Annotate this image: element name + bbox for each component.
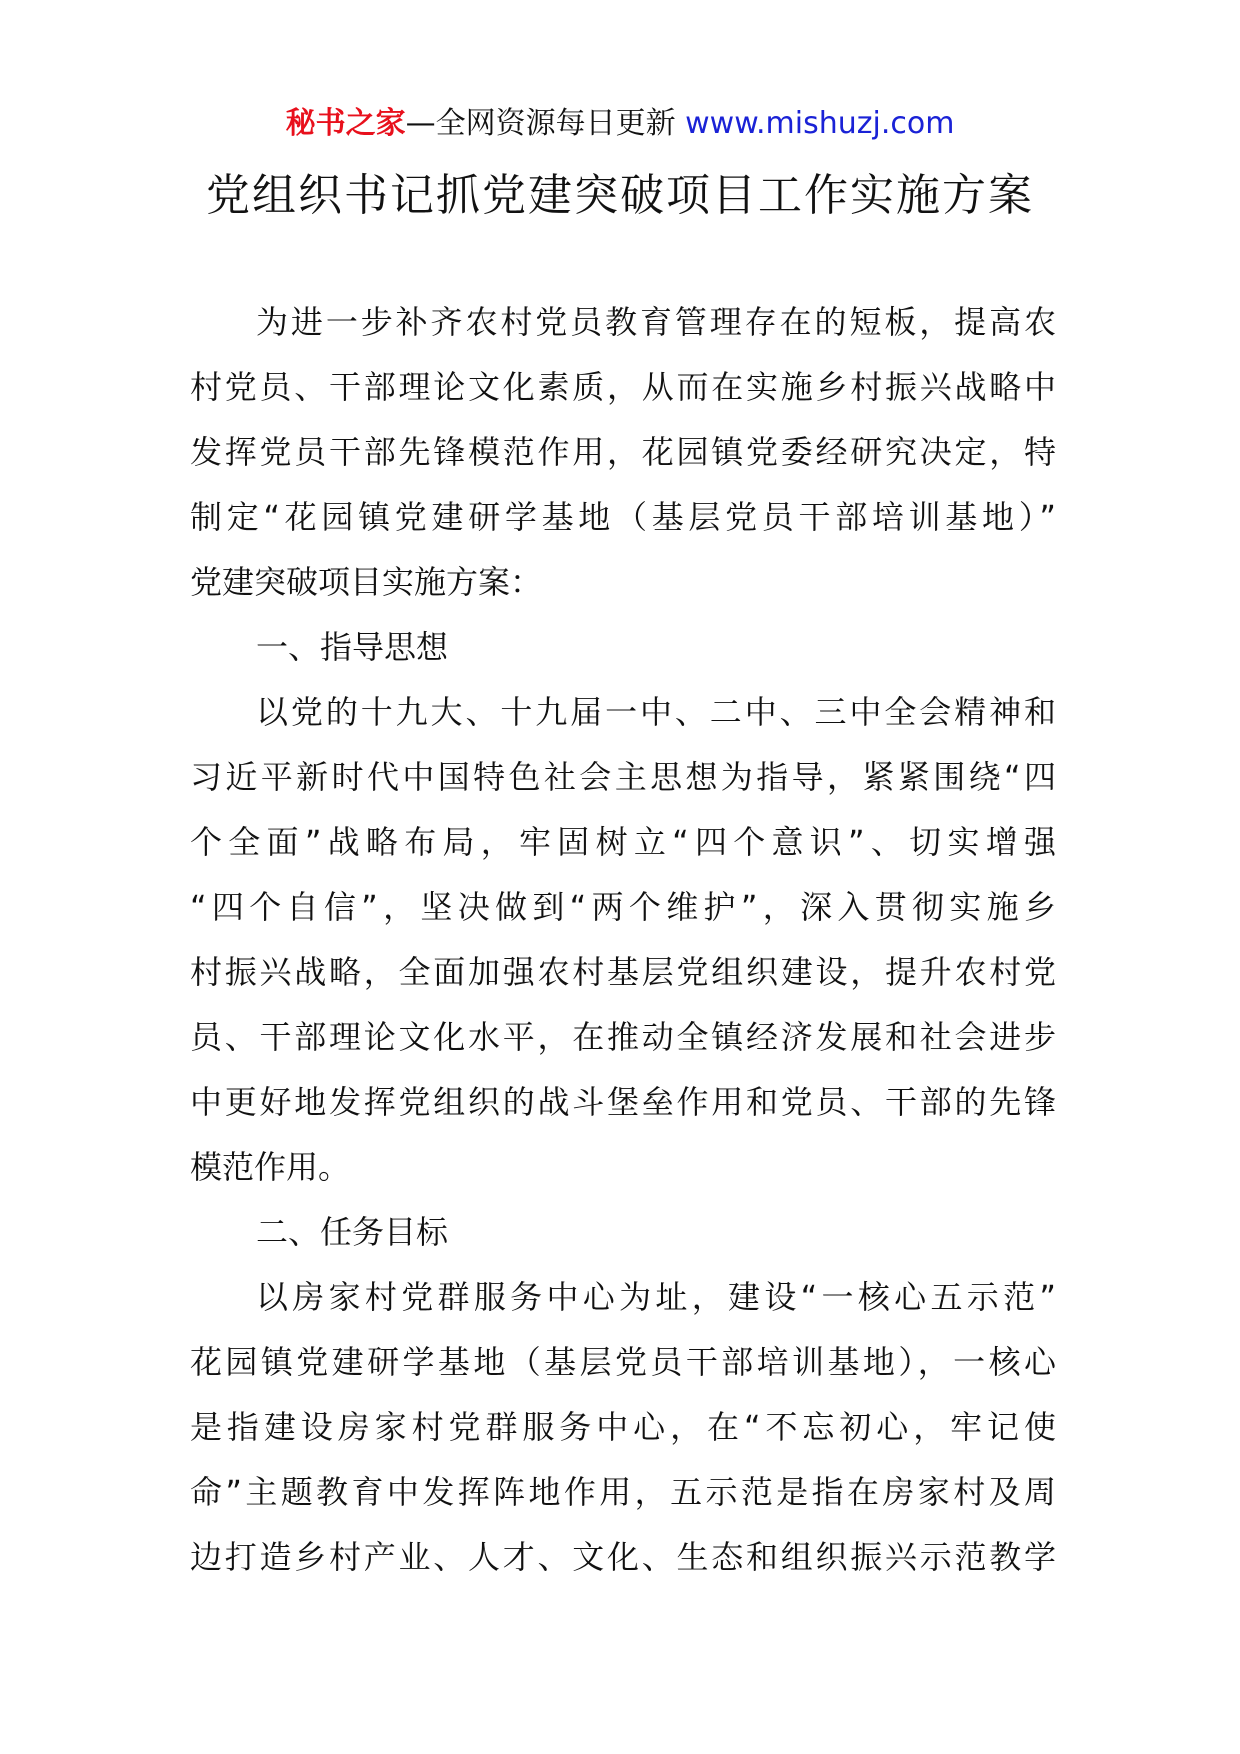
body-line: 员、干部理论文化水平，在推动全镇经济发展和社会进步 xyxy=(190,1018,1056,1056)
body-line: 花园镇党建研学基地（基层党员干部培训基地），一核心 xyxy=(190,1343,1056,1381)
body-line: 为进一步补齐农村党员教育管理存在的短板，提高农 xyxy=(256,303,1056,341)
body-line: 党建突破项目实施方案： xyxy=(190,563,543,601)
body-line: 是指建设房家村党群服务中心，在“不忘初心，牢记使 xyxy=(190,1408,1056,1446)
body-line: 个全面”战略布局，牢固树立“四个意识”、切实增强 xyxy=(190,823,1056,861)
body-line: 发挥党员干部先锋模范作用，花园镇党委经研究决定，特 xyxy=(190,433,1056,471)
brand-name: 秘书之家 xyxy=(285,106,406,141)
body-line: 中更好地发挥党组织的战斗堡垒作用和党员、干部的先锋 xyxy=(190,1083,1056,1121)
header-tagline: —全网资源每日更新 xyxy=(405,106,676,141)
body-line: 制定“花园镇党建研学基地（基层党员干部培训基地）” xyxy=(190,498,1056,536)
body-line: 村振兴战略，全面加强农村基层党组织建设，提升农村党 xyxy=(190,953,1056,991)
document-title: 党组织书记抓党建突破项目工作实施方案 xyxy=(206,170,1034,221)
site-header xyxy=(0,104,1240,144)
body-line: 命”主题教育中发挥阵地作用，五示范是指在房家村及周 xyxy=(190,1473,1056,1511)
body-line: “四个自信”，坚决做到“两个维护”，深入贯彻实施乡 xyxy=(190,888,1056,926)
document-body xyxy=(190,290,1056,1590)
site-url-link[interactable]: www.mishuzj.com xyxy=(685,106,955,141)
body-line: 模范作用。 xyxy=(190,1148,351,1186)
section-heading: 一、指导思想 xyxy=(256,628,449,666)
body-line: 边打造乡村产业、人才、文化、生态和组织振兴示范教学 xyxy=(190,1538,1056,1576)
body-line: 以房家村党群服务中心为址，建设“一核心五示范” xyxy=(256,1278,1056,1316)
body-line: 村党员、干部理论文化素质，从而在实施乡村振兴战略中 xyxy=(190,368,1056,406)
body-line: 以党的十九大、十九届一中、二中、三中全会精神和 xyxy=(256,693,1056,731)
body-line: 习近平新时代中国特色社会主思想为指导，紧紧围绕“四 xyxy=(190,758,1056,796)
section-heading: 二、任务目标 xyxy=(256,1213,449,1251)
